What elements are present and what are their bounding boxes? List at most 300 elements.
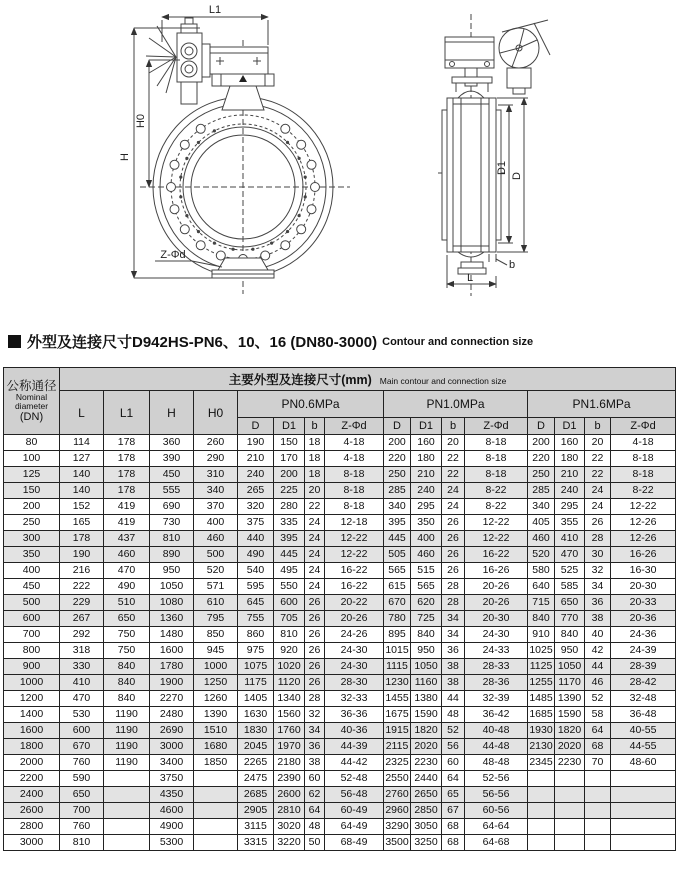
table-row — [4, 771, 676, 787]
cell: 22 — [585, 451, 611, 467]
cell: 60 — [305, 771, 325, 787]
header-sub-b: b — [442, 418, 465, 435]
cell: 18 — [305, 467, 325, 483]
cell: 24-33 — [465, 643, 528, 659]
cell: 410 — [60, 675, 104, 691]
table-row — [4, 595, 676, 611]
cell: 40-48 — [465, 723, 528, 739]
cell: 38 — [442, 675, 465, 691]
cell: 600 — [4, 611, 60, 627]
cell: 640 — [528, 579, 555, 595]
cell: 515 — [411, 563, 442, 579]
cell: 2020 — [555, 739, 585, 755]
cell: 650 — [60, 787, 104, 803]
cell: 585 — [555, 579, 585, 595]
cell: 52 — [585, 691, 611, 707]
header-sub-d1: D1 — [274, 418, 305, 435]
cell: 150 — [274, 435, 305, 451]
cell: 18 — [305, 435, 325, 451]
cell: 810 — [150, 531, 194, 547]
cell: 170 — [274, 451, 305, 467]
cell: 38 — [305, 755, 325, 771]
cell: 650 — [104, 611, 150, 627]
cell: 26 — [442, 531, 465, 547]
cell: 310 — [194, 467, 238, 483]
dim-label-b: b — [509, 259, 516, 271]
table-row — [4, 499, 676, 515]
cell: 470 — [104, 563, 150, 579]
cell: 1915 — [384, 723, 411, 739]
cell: 1630 — [238, 707, 274, 723]
cell: 58 — [585, 707, 611, 723]
cell: 42 — [585, 643, 611, 659]
cell: 8-18 — [465, 435, 528, 451]
cell: 950 — [555, 643, 585, 659]
cell: 12-26 — [611, 515, 676, 531]
cell: 2850 — [411, 803, 442, 819]
cell: 225 — [274, 483, 305, 499]
cell: 2600 — [4, 803, 60, 819]
table-row — [4, 659, 676, 675]
cell: 2325 — [384, 755, 411, 771]
cell: 1160 — [411, 675, 442, 691]
table-row — [4, 707, 676, 723]
cell: 46 — [585, 675, 611, 691]
cell: 100 — [4, 451, 60, 467]
cell — [194, 803, 238, 819]
dim-label-l: L — [466, 272, 474, 284]
cell: 1405 — [238, 691, 274, 707]
header-dn-cn: 公称通径 — [6, 378, 57, 393]
cell: 1510 — [194, 723, 238, 739]
cell: 16-26 — [465, 563, 528, 579]
header-col-H0: H0 — [194, 391, 238, 435]
cell: 1190 — [104, 739, 150, 755]
cell: 1455 — [384, 691, 411, 707]
cell: 2960 — [384, 803, 411, 819]
cell: 267 — [60, 611, 104, 627]
header-sub-d: D — [384, 418, 411, 435]
cell: 530 — [60, 707, 104, 723]
cell: 220 — [384, 451, 411, 467]
cell: 470 — [555, 547, 585, 563]
cell: 12-22 — [325, 531, 384, 547]
cell: 140 — [60, 467, 104, 483]
cell: 50 — [305, 835, 325, 851]
cell: 56 — [442, 739, 465, 755]
cell: 895 — [384, 627, 411, 643]
cell: 565 — [411, 579, 442, 595]
cell: 178 — [60, 531, 104, 547]
cell: 490 — [104, 579, 150, 595]
cell: 1380 — [411, 691, 442, 707]
table-row — [4, 467, 676, 483]
cell: 32-48 — [611, 691, 676, 707]
cell: 24 — [305, 531, 325, 547]
cell: 460 — [194, 531, 238, 547]
cell: 1015 — [384, 643, 411, 659]
cell: 26 — [305, 643, 325, 659]
cell: 8-22 — [465, 499, 528, 515]
cell: 24 — [305, 547, 325, 563]
header-dn-unit: (DN) — [19, 410, 44, 423]
header-sub-d1: D1 — [555, 418, 585, 435]
table-row — [4, 675, 676, 691]
cell: 1050 — [411, 659, 442, 675]
cell: 2810 — [274, 803, 305, 819]
cell: 400 — [194, 515, 238, 531]
cell — [555, 803, 585, 819]
cell: 890 — [150, 547, 194, 563]
cell: 3115 — [238, 819, 274, 835]
cell: 44-55 — [611, 739, 676, 755]
cell: 60-49 — [325, 803, 384, 819]
cell: 395 — [274, 531, 305, 547]
cell: 1340 — [274, 691, 305, 707]
dim-label-h: H — [119, 153, 131, 161]
cell: 670 — [60, 739, 104, 755]
cell: 340 — [384, 499, 411, 515]
cell: 450 — [4, 579, 60, 595]
cell: 240 — [411, 483, 442, 499]
cell — [585, 771, 611, 787]
cell: 240 — [555, 483, 585, 499]
cell: 950 — [411, 643, 442, 659]
cell: 510 — [104, 595, 150, 611]
cell: 3000 — [4, 835, 60, 851]
cell: 1390 — [194, 707, 238, 723]
cell: 178 — [104, 435, 150, 451]
front-view — [119, 4, 350, 294]
cell: 20-26 — [465, 579, 528, 595]
cell: 2345 — [528, 755, 555, 771]
cell: 1255 — [528, 675, 555, 691]
header-dn-en1: Nominal — [15, 391, 48, 402]
cell: 2265 — [238, 755, 274, 771]
cell: 210 — [238, 451, 274, 467]
cell: 68 — [442, 819, 465, 835]
cell: 1675 — [384, 707, 411, 723]
cell: 20-26 — [325, 611, 384, 627]
cell: 470 — [60, 691, 104, 707]
cell: 2480 — [150, 707, 194, 723]
cell: 2390 — [274, 771, 305, 787]
cell: 1680 — [194, 739, 238, 755]
cell: 56-56 — [465, 787, 528, 803]
cell: 20 — [585, 435, 611, 451]
cell: 36-48 — [611, 707, 676, 723]
table-row — [4, 563, 676, 579]
cell: 24-26 — [325, 627, 384, 643]
cell: 150 — [4, 483, 60, 499]
table-row — [4, 483, 676, 499]
cell: 160 — [411, 435, 442, 451]
cell: 52-56 — [465, 771, 528, 787]
cell: 48 — [305, 819, 325, 835]
cell: 810 — [60, 835, 104, 851]
cell: 16-22 — [465, 547, 528, 563]
cell: 216 — [60, 563, 104, 579]
cell: 8-18 — [325, 499, 384, 515]
cell — [104, 819, 150, 835]
cell: 8-18 — [325, 467, 384, 483]
table-row — [4, 451, 676, 467]
cell: 330 — [60, 659, 104, 675]
cell — [585, 787, 611, 803]
cell: 3220 — [274, 835, 305, 851]
cell: 26 — [305, 675, 325, 691]
cell: 64-49 — [325, 819, 384, 835]
cell: 22 — [585, 467, 611, 483]
table-row — [4, 835, 676, 851]
cell: 460 — [411, 547, 442, 563]
cell: 8-18 — [611, 451, 676, 467]
cell: 190 — [238, 435, 274, 451]
cell: 550 — [274, 579, 305, 595]
cell: 44-42 — [325, 755, 384, 771]
cell: 1685 — [528, 707, 555, 723]
cell: 1560 — [274, 707, 305, 723]
cell: 1000 — [194, 659, 238, 675]
cell: 555 — [150, 483, 194, 499]
cell: 2475 — [238, 771, 274, 787]
cell: 34 — [305, 723, 325, 739]
cell: 840 — [411, 627, 442, 643]
cell: 810 — [274, 627, 305, 643]
cell: 2000 — [4, 755, 60, 771]
cell: 320 — [238, 499, 274, 515]
cell: 12-26 — [611, 531, 676, 547]
cell: 571 — [194, 579, 238, 595]
cell: 52 — [442, 723, 465, 739]
cell: 3000 — [150, 739, 194, 755]
header-sub-d: D — [238, 418, 274, 435]
header-sub-b: b — [305, 418, 325, 435]
cell: 26 — [305, 611, 325, 627]
cell: 40-36 — [325, 723, 384, 739]
table-row — [4, 819, 676, 835]
cell: 44 — [585, 659, 611, 675]
cell: 395 — [384, 515, 411, 531]
cell: 495 — [274, 563, 305, 579]
cell: 44-48 — [465, 739, 528, 755]
cell: 1075 — [238, 659, 274, 675]
cell: 178 — [104, 467, 150, 483]
cell: 700 — [4, 627, 60, 643]
cell: 24 — [305, 579, 325, 595]
cell: 840 — [104, 675, 150, 691]
cell: 2270 — [150, 691, 194, 707]
cell: 3250 — [411, 835, 442, 851]
valve-drawing-svg — [0, 0, 676, 330]
cell: 2045 — [238, 739, 274, 755]
cell: 410 — [555, 531, 585, 547]
cell — [611, 803, 676, 819]
cell: 44 — [442, 691, 465, 707]
cell: 500 — [4, 595, 60, 611]
cell — [194, 771, 238, 787]
cell: 60-56 — [465, 803, 528, 819]
cell: 450 — [150, 467, 194, 483]
cell: 460 — [104, 547, 150, 563]
cell: 80 — [4, 435, 60, 451]
cell: 2020 — [411, 739, 442, 755]
cell: 1025 — [528, 643, 555, 659]
cell: 2230 — [555, 755, 585, 771]
cell: 1485 — [528, 691, 555, 707]
cell: 8-22 — [611, 483, 676, 499]
cell: 32-39 — [465, 691, 528, 707]
header-sub-z: Z-Φd — [611, 418, 676, 435]
square-bullet-icon — [8, 335, 21, 348]
table-row — [4, 755, 676, 771]
cell: 725 — [411, 611, 442, 627]
cell: 3050 — [411, 819, 442, 835]
cell: 2550 — [384, 771, 411, 787]
dim-label-d1: D1 — [496, 160, 508, 176]
cell: 1190 — [104, 707, 150, 723]
cell — [104, 835, 150, 851]
cell: 650 — [555, 595, 585, 611]
cell: 620 — [411, 595, 442, 611]
cell: 34 — [442, 611, 465, 627]
cell: 250 — [384, 467, 411, 483]
cell: 28-33 — [465, 659, 528, 675]
cell: 595 — [238, 579, 274, 595]
cell: 2200 — [4, 771, 60, 787]
cell: 700 — [60, 803, 104, 819]
cell: 2905 — [238, 803, 274, 819]
cell: 520 — [194, 563, 238, 579]
table-row — [4, 435, 676, 451]
cell: 3750 — [150, 771, 194, 787]
cell: 48 — [442, 707, 465, 723]
cell: 28 — [442, 595, 465, 611]
cell: 1760 — [274, 723, 305, 739]
cell: 26 — [305, 659, 325, 675]
cell: 200 — [274, 467, 305, 483]
cell: 8-18 — [465, 451, 528, 467]
cell: 36 — [585, 595, 611, 611]
cell: 20-26 — [465, 595, 528, 611]
section-title-en: Contour and connection size — [382, 335, 534, 348]
cell: 160 — [555, 435, 585, 451]
technical-drawings — [0, 0, 676, 330]
cell: 440 — [238, 531, 274, 547]
section-title-cn: 外型及连接尺寸D942HS-PN6、10、16 (DN80-3000) — [27, 334, 378, 351]
header-sub-b: b — [585, 418, 611, 435]
cell: 24-36 — [611, 627, 676, 643]
cell: 220 — [528, 451, 555, 467]
cell: 1600 — [4, 723, 60, 739]
cell — [555, 819, 585, 835]
cell: 2400 — [4, 787, 60, 803]
cell: 4-18 — [611, 435, 676, 451]
cell: 1600 — [150, 643, 194, 659]
section-title — [8, 331, 533, 352]
table-row — [4, 515, 676, 531]
dim-label-l1: L1 — [208, 4, 222, 16]
cell: 355 — [555, 515, 585, 531]
cell: 760 — [60, 819, 104, 835]
table-row — [4, 803, 676, 819]
cell: 1820 — [555, 723, 585, 739]
cell: 1830 — [238, 723, 274, 739]
cell: 40 — [585, 627, 611, 643]
cell: 64 — [585, 723, 611, 739]
cell: 28 — [305, 691, 325, 707]
cell: 24 — [305, 563, 325, 579]
cell — [528, 771, 555, 787]
cell: 64 — [442, 771, 465, 787]
cell: 34 — [585, 579, 611, 595]
cell: 36-42 — [465, 707, 528, 723]
cell: 600 — [274, 595, 305, 611]
cell: 390 — [150, 451, 194, 467]
dimension-table — [3, 367, 676, 851]
header-col-H: H — [150, 391, 194, 435]
cell: 2690 — [150, 723, 194, 739]
cell: 350 — [411, 515, 442, 531]
cell: 2800 — [4, 819, 60, 835]
table-header — [4, 368, 676, 435]
cell: 505 — [384, 547, 411, 563]
cell: 840 — [104, 691, 150, 707]
cell: 405 — [528, 515, 555, 531]
header-sub-z: Z-Φd — [465, 418, 528, 435]
cell: 65 — [442, 787, 465, 803]
cell: 4350 — [150, 787, 194, 803]
cell: 28 — [585, 531, 611, 547]
cell: 24 — [585, 499, 611, 515]
cell: 64-68 — [465, 835, 528, 851]
cell: 20-30 — [465, 611, 528, 627]
cell: 32 — [305, 707, 325, 723]
cell: 750 — [104, 627, 150, 643]
cell: 318 — [60, 643, 104, 659]
cell: 26 — [305, 595, 325, 611]
cell — [104, 803, 150, 819]
cell — [611, 771, 676, 787]
cell: 250 — [4, 515, 60, 531]
cell: 715 — [528, 595, 555, 611]
cell: 22 — [305, 499, 325, 515]
cell: 4900 — [150, 819, 194, 835]
cell: 24 — [442, 499, 465, 515]
table-row — [4, 723, 676, 739]
cell: 1400 — [4, 707, 60, 723]
cell — [555, 835, 585, 851]
header-sub-z: Z-Φd — [325, 418, 384, 435]
cell: 12-22 — [465, 531, 528, 547]
cell — [104, 771, 150, 787]
cell: 1190 — [104, 755, 150, 771]
cell: 900 — [4, 659, 60, 675]
cell: 16-22 — [325, 563, 384, 579]
cell: 8-22 — [465, 483, 528, 499]
cell: 437 — [104, 531, 150, 547]
cell: 1480 — [150, 627, 194, 643]
cell: 760 — [60, 755, 104, 771]
cell: 26 — [442, 547, 465, 563]
header-main-en: Main contour and connection size — [379, 376, 507, 386]
cell: 460 — [528, 531, 555, 547]
cell: 24-30 — [325, 643, 384, 659]
cell: 340 — [194, 483, 238, 499]
cell: 12-22 — [325, 547, 384, 563]
cell: 705 — [274, 611, 305, 627]
cell: 68 — [585, 739, 611, 755]
